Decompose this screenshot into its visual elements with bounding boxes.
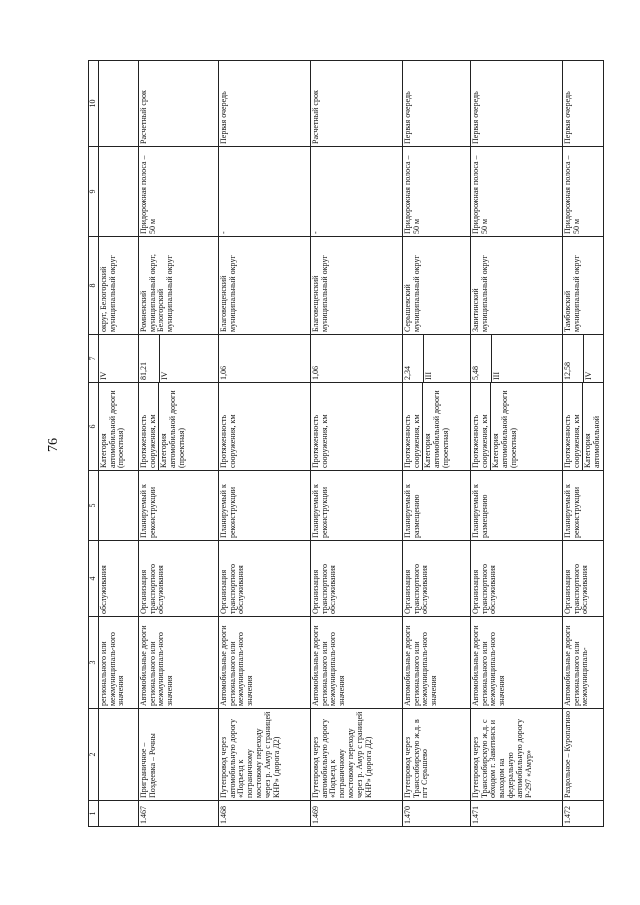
cell-value	[562, 335, 603, 383]
cell-name: Приграничное – Поздеевка – Рочны	[138, 709, 218, 801]
cell-param	[470, 383, 562, 471]
cell-param	[562, 383, 603, 471]
cell-location: Тамбовский муниципальный округ	[562, 237, 603, 335]
cell-status: Планируемый к реконструкции	[562, 471, 603, 541]
table-row	[218, 61, 310, 827]
cell-term: Расчетный срок	[138, 61, 218, 147]
cell-num: 1.469	[310, 801, 402, 827]
value-1: 2,34	[402, 366, 412, 380]
cell-location: округ, Белогорский муниципальный округ	[98, 237, 138, 335]
cell-num: 1.467	[138, 801, 218, 827]
cell-category: Автомобильные дороги регионального или межмуниципаль-ного значения	[402, 617, 470, 709]
column-number: 10	[89, 61, 99, 147]
cell-num	[98, 801, 138, 827]
cell-location: Благовещенский муниципальный округ	[218, 237, 310, 335]
cell-value: 1,06	[218, 335, 310, 383]
rotated-table-container	[88, 61, 602, 827]
page-number: 76	[46, 438, 61, 452]
objects-table	[88, 60, 604, 827]
cell-param	[402, 383, 470, 471]
column-number-row	[89, 61, 99, 827]
value-2: III	[423, 335, 435, 382]
cell-status: Планируемый к размещению	[470, 471, 562, 541]
cell-purpose: Организация транспортного обслуживания	[138, 541, 218, 617]
cell-zone: -	[310, 147, 402, 237]
cell-purpose: Организация транспортного обслуживания	[218, 541, 310, 617]
cell-value: IV	[98, 335, 138, 383]
column-number: 9	[89, 147, 99, 237]
cell-value: 1,06	[310, 335, 402, 383]
cell-name: Путепровод через Транссибирскую ж.д. в пгт Серышево	[402, 709, 470, 801]
column-number: 5	[89, 471, 99, 541]
cell-purpose: Организация транспортного обслуживания	[310, 541, 402, 617]
value-1: 12,58	[562, 362, 572, 380]
param-2: Категория автомобильной дороги (проектная)	[158, 383, 187, 470]
column-number: 8	[89, 237, 99, 335]
param-2: Категория автомобильной	[582, 383, 603, 470]
cell-zone: Придорожная полоса – 50 м	[562, 147, 603, 237]
column-number: 6	[89, 383, 99, 471]
cell-category: Автомобильные дороги регионального или межмуниципаль-ного значения	[310, 617, 402, 709]
cell-zone: Придорожная полоса – 50 м	[402, 147, 470, 237]
cell-location: Завитинский муниципальный округ	[470, 237, 562, 335]
value-1: 5,48	[470, 366, 480, 380]
cell-status	[98, 471, 138, 541]
cell-zone	[98, 147, 138, 237]
cell-num: 1.468	[218, 801, 310, 827]
column-number: 1	[89, 801, 99, 827]
value-2: III	[491, 335, 503, 382]
cell-location: Благовещенский муниципальный округ	[310, 237, 402, 335]
cell-name: Путепровод через автомобильную дорогу «Подъезд к пограничному мостовому переходу через р. Амур с границей КНР» (дорога Д2)	[218, 709, 310, 801]
cell-location: Серышевский муниципальный округ	[402, 237, 470, 335]
cell-purpose: Организация транспортного обслуживания	[562, 541, 603, 617]
param-1: Протяженность сооружения, км	[402, 414, 421, 468]
table-row	[402, 61, 470, 827]
cell-name: Путепровод через автомобильную дорогу «Подъезд к пограничному мостовому переходу через р. Амур с границей КНР» (дорога Д2)	[310, 709, 402, 801]
table-row	[470, 61, 562, 827]
param-1: Протяженность сооружения, км	[138, 414, 157, 468]
cell-term: Первая очередь	[218, 61, 310, 147]
table-row	[562, 61, 603, 827]
cell-purpose: обслуживания	[98, 541, 138, 617]
cell-zone: Придорожная полоса – 50 м	[138, 147, 218, 237]
cell-term	[98, 61, 138, 147]
cell-param	[138, 383, 218, 471]
value-2: IV	[583, 335, 595, 382]
cell-term: Первая очередь	[402, 61, 470, 147]
column-number: 4	[89, 541, 99, 617]
cell-zone: -	[218, 147, 310, 237]
column-number: 7	[89, 335, 99, 383]
cell-category: Автомобильные дороги регионального или межмуниципаль-ного значения	[218, 617, 310, 709]
cell-num: 1.472	[562, 801, 603, 827]
cell-category: Автомобильные дороги регионального или межмуниципаль-ного значения	[470, 617, 562, 709]
cell-status: Планируемый к реконструкции	[138, 471, 218, 541]
cell-name	[98, 709, 138, 801]
column-number: 3	[89, 617, 99, 709]
param-1: Протяженность сооружения, км	[470, 414, 489, 468]
value-2: IV	[159, 335, 171, 382]
cell-term: Первая очередь	[470, 61, 562, 147]
cell-location: Ромненский муниципальный округ, Белогорский муниципальный округ	[138, 237, 218, 335]
cell-status: Планируемый к реконструкции	[218, 471, 310, 541]
cell-status: Планируемый к реконструкции	[310, 471, 402, 541]
cell-purpose: Организация транспортного обслуживания	[470, 541, 562, 617]
cell-num: 1.470	[402, 801, 470, 827]
cell-term: Расчетный срок	[310, 61, 402, 147]
table-row	[138, 61, 218, 827]
cell-param: Протяженность сооружения, км	[218, 383, 310, 471]
cell-status: Планируемый к размещению	[402, 471, 470, 541]
cell-category: Автомобильные дороги регионального или межмуниципаль-	[562, 617, 603, 709]
param-2: Категория автомобильной дороги (проектная)	[490, 383, 519, 470]
cell-param: Протяженность сооружения, км	[310, 383, 402, 471]
table-row	[310, 61, 402, 827]
cell-name: Раздольное – Куропатино	[562, 709, 603, 801]
cell-zone: Придорожная полоса – 50 м	[470, 147, 562, 237]
continuation-row	[98, 61, 138, 827]
value-1: 81,21	[138, 362, 148, 380]
cell-category: регионального или межмуниципаль-ного значения	[98, 617, 138, 709]
cell-param: Категория автомобильной дороги (проектная)	[98, 383, 138, 471]
column-number: 2	[89, 709, 99, 801]
cell-name: Путепровод через Транссибирскую ж.д. с обходом г. Завитинск и выходом на федеральную автомобильную дорогу Р-297 «Амур»	[470, 709, 562, 801]
cell-value	[470, 335, 562, 383]
cell-purpose: Организация транспортного обслуживания	[402, 541, 470, 617]
cell-num: 1.471	[470, 801, 562, 827]
cell-term: Первая очередь	[562, 61, 603, 147]
cell-value	[138, 335, 218, 383]
cell-category: Автомобильные дороги регионального или межмуниципаль-ного значения	[138, 617, 218, 709]
param-1: Протяженность сооружения, км	[562, 414, 581, 468]
cell-value	[402, 335, 470, 383]
param-2: Категория автомобильной дороги (проектная)	[422, 383, 451, 470]
